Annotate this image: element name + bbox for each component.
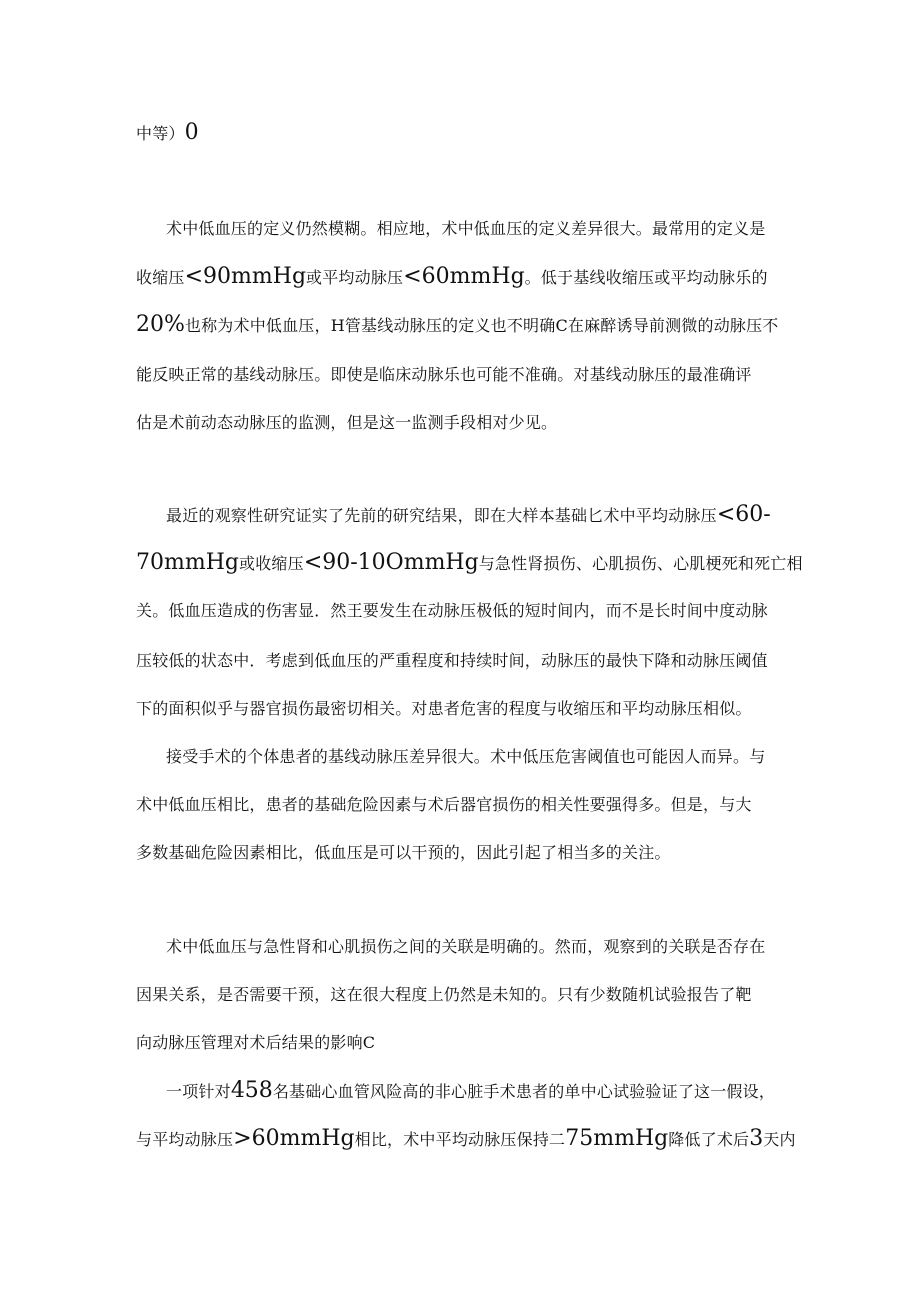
text-line [136, 842, 796, 864]
text-segment-large: 3 [749, 1126, 764, 1151]
text-segment: 收缩压 [136, 268, 185, 287]
text-segment: 向动脉压管理对术后结果的影响C [136, 1033, 376, 1052]
text-segment: 一项针对 [166, 1082, 231, 1101]
text-line [166, 936, 826, 958]
text-line [136, 794, 796, 816]
text-line [136, 650, 796, 672]
text-segment: 相比，术中平均动脉压保持二 [354, 1130, 566, 1149]
text-segment: 天内 [763, 1130, 796, 1149]
text-segment-large: <90mmHg [184, 264, 307, 289]
text-segment-large: 458 [230, 1078, 273, 1103]
text-line [166, 504, 826, 527]
text-line [166, 1080, 826, 1103]
text-segment: 估是术前动态动脉压的监测，但是这一监测手段相对少见。 [136, 413, 558, 432]
text-line [136, 314, 796, 337]
text-line [136, 550, 803, 575]
text-line [136, 1032, 796, 1054]
text-segment: 名基础心血管风险高的非心脏手术患者的单中心试验验证了这一假设， [272, 1082, 776, 1101]
text-segment: 或平均动脉压 [306, 268, 404, 287]
text-segment: 多数基础危险因素相比，低血压是可以干预的，因此引起了相当多的关注。 [136, 843, 671, 862]
text-line [166, 218, 826, 240]
text-segment: 与平均动脉压 [136, 1130, 234, 1149]
text-segment: 降低了术后 [668, 1130, 750, 1149]
text-segment-large: <60- [716, 502, 771, 527]
text-segment: 最近的观察性研究证实了先前的研究结果，即在大样本基础匕术中平均动脉压 [166, 506, 717, 525]
text-line [166, 746, 826, 768]
text-segment: 。低于基线收缩压或平均动脉乐的 [524, 268, 768, 287]
text-line [136, 412, 796, 434]
text-line [136, 266, 796, 289]
text-line [136, 122, 796, 145]
text-segment: 压较低的状态中．考虑到低血压的严重程度和持续时间，动脉压的最快下降和动脉压阈值 [136, 651, 768, 670]
text-segment: 术中低血压的定义仍然模糊。相应地，术中低血压的定义差异很大。最常用的定义是 [166, 219, 766, 238]
text-segment: 术中低血压相比，患者的基础危险因素与术后器官损伤的相关性要强得多。但是，与大 [136, 795, 752, 814]
text-line [136, 698, 796, 720]
text-line [136, 364, 796, 386]
text-segment-large: <60mmHg [403, 264, 525, 289]
text-segment-large: 70mmHg [136, 550, 239, 575]
text-segment: 下的面积似乎与器官损伤最密切相关。对患者危害的程度与收缩压和平均动脉压相似。 [136, 699, 752, 718]
text-segment: 或收缩压 [239, 554, 304, 573]
text-segment-large: >60mmHg [233, 1126, 355, 1151]
text-segment: 关。低血压造成的伤害显．然王要发生在动脉压极低的短时间内，而不是长时间中度动脉 [136, 601, 768, 620]
text-segment: 因果关系，是否需要干预，这在很大程度上仍然是未知的。只有少数随机试验报告了靶 [136, 985, 752, 1004]
text-segment: 也称为术中低血压，H管基线动脉压的定义也不明确C在麻醉诱导前测微的动脉压不 [184, 316, 779, 335]
text-line [136, 600, 796, 622]
text-segment-large: 75mmHg [565, 1126, 669, 1151]
text-line [136, 1128, 796, 1151]
text-segment: 与急性肾损伤、心肌损伤、心肌梗死和死亡相 [478, 554, 803, 573]
text-segment: 术中低血压与急性肾和心肌损伤之间的关联是明确的。然而，观察到的关联是否存在 [166, 937, 766, 956]
text-segment: 接受手术的个体患者的基线动脉压差异很大。术中低压危害阈值也可能因人而异。与 [166, 747, 766, 766]
text-line [136, 984, 796, 1006]
text-segment: 能反映正常的基线动脉压。即使是临床动脉乐也可能不准确。对基线动脉压的最准确评 [136, 365, 752, 384]
text-segment: 中等） [136, 124, 185, 143]
text-segment-large: 0 [184, 120, 199, 145]
text-segment-large: <90-10OmmHg [303, 550, 479, 575]
text-segment-large: 20% [136, 312, 185, 337]
